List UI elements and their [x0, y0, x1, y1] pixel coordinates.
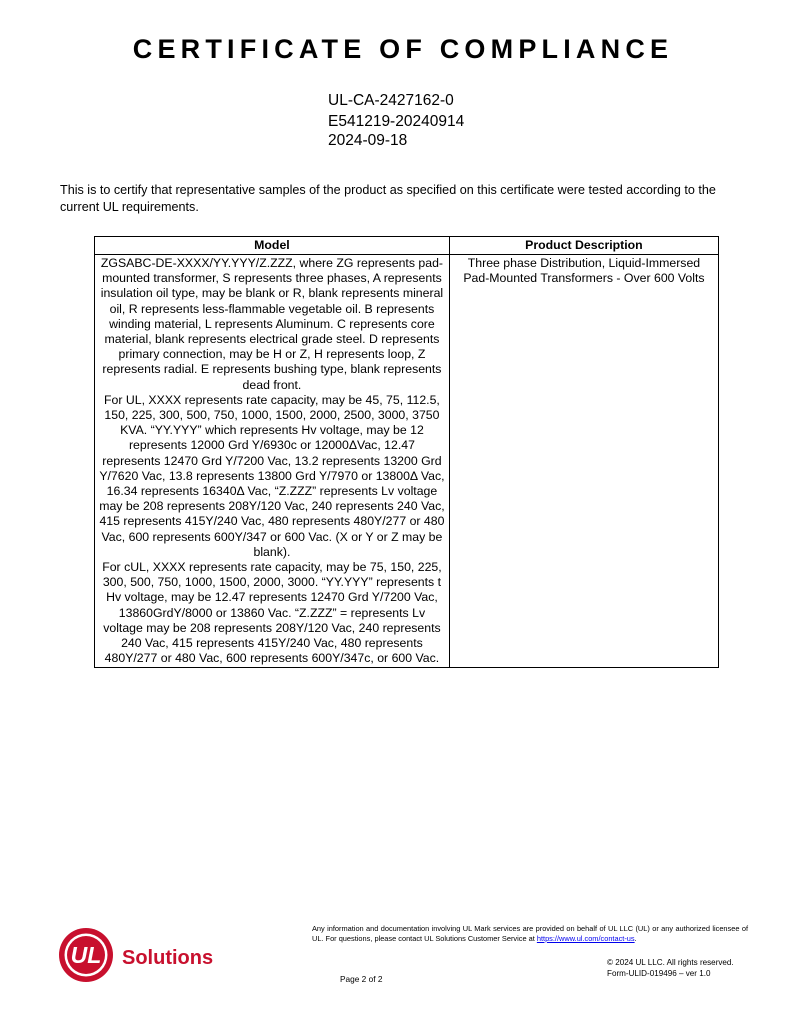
- certification-statement: This is to certify that representative samples of the product as specified on this certificate were tested according to the current UL requirements.: [60, 183, 716, 214]
- column-header-description: Product Description: [449, 237, 718, 255]
- copyright-text: © 2024 UL LLC. All rights reserved.: [607, 958, 734, 967]
- logo-mark: UL: [70, 942, 102, 968]
- certificate-title: CERTIFICATE OF COMPLIANCE: [132, 34, 674, 64]
- disclaimer-text: Any information and documentation involving UL Mark services are provided on behalf of UL LLC (UL) or any authorized licensee of UL. For questions, please contact UL Solutions Customer Service at: [312, 924, 748, 943]
- ul-logo-icon: [56, 924, 216, 986]
- form-id: Form-ULID-019496 – ver 1.0: [607, 969, 711, 978]
- logo-wordmark: Solutions: [122, 947, 214, 969]
- ul-solutions-logo: [56, 924, 216, 986]
- table-row: [95, 255, 719, 668]
- page-number: Page 2 of 2: [340, 974, 383, 984]
- model-paragraph: For cUL, XXXX represents rate capacity, may be 75, 150, 225, 300, 500, 750, 1000, 1500, 2000, 3000. “YY.YYY” represents t Hv voltage, may be 12.47 represents 12470 Grd Y/7200 Vac, 13860GrdY/8000 or 13860 Vac. “Z.ZZZ” = represents Lv voltage may be 208 represents 208Y/120 Vac, 240 represents 240 Vac, 415 represents 415Y/240 Vac, 480 represents 480Y/277 or 480 Vac, 600 represents 600Y/347c, or 600 Vac.: [102, 560, 442, 666]
- table-header-row: [95, 237, 719, 255]
- meta-value: UL-CA-2427162-0: [328, 92, 454, 109]
- meta-value: E541219-20240914: [328, 113, 465, 130]
- meta-value: 2024-09-18: [328, 132, 408, 149]
- column-header-model: Model: [95, 237, 450, 255]
- model-cell: [95, 255, 450, 668]
- footer-disclaimer: Any information and documentation involving UL Mark services are provided on behalf of UL LLC (UL) or any authorized licensee of UL. For questions, please contact UL Solutions Customer Service at https://www.ul.com/contact-us.: [312, 924, 748, 943]
- product-table: [94, 236, 719, 668]
- footer-copyright: [607, 957, 797, 979]
- model-paragraph: For UL, XXXX represents rate capacity, may be 45, 75, 112.5, 150, 225, 300, 500, 750, 1000, 1500, 2000, 2500, 3000, 3750 KVA. “YY.YYY” which represents Hv voltage, may be 12 represents 12000 Grd Y/6930c or 12000ΔVac, 12.47 represents 12470 Grd Y/7200 Vac, 13.2 represents 13200 Grd Y/7620 Vac, 13.8 represents 13800 Grd Y/7970 or 13800Δ Vac, 16.34 represents 16340Δ Vac, “Z.ZZZ” represents Lv voltage may be 208 represents 208Y/120 Vac, 240 represents 240 Vac, 415 represents 415Y/240 Vac, 480 represents 480Y/277 or 480 Vac, 600 represents 600Y/347 or 600 Vac. (X or Y or Z may be blank).: [99, 392, 445, 559]
- contact-link[interactable]: https://www.ul.com/contact-us: [536, 934, 635, 943]
- description-cell: Three phase Distribution, Liquid-Immersed Pad-Mounted Transformers - Over 600 Volts: [449, 255, 718, 668]
- model-paragraph: ZGSABC-DE-XXXX/YY.YYY/Z.ZZZ, where ZG represents pad-mounted transformer, S represents three phases, A represents insulation oil type, may be blank or R, blank represents mineral oil, R represents less-flammable vegetable oil. B represents winding material, L represents Aluminum. C represents core material, blank represents electrical grade steel. D represents primary connection, may be H or Z, H represents loop, Z represents radial. E represents bushing type, blank represents dead front.: [100, 256, 444, 392]
